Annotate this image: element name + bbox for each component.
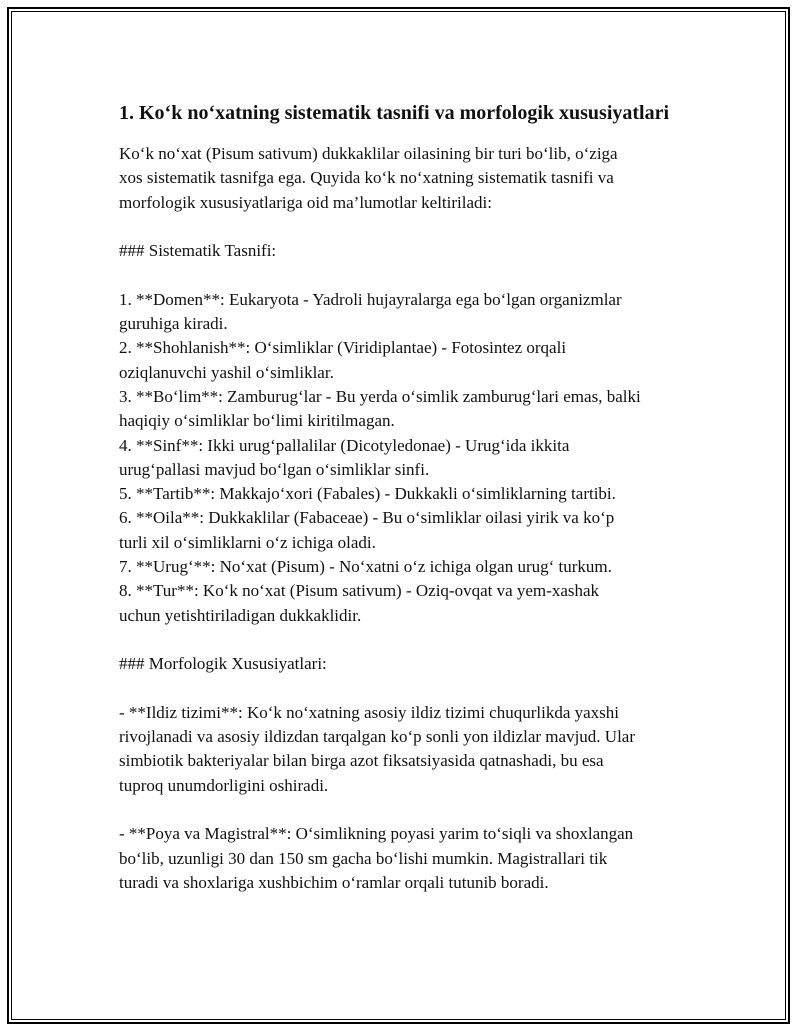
taxonomy-item-order: 5. **Tartib**: Makkajo‘xori (Fabales) - Dukkakli o‘simliklarning tartibi. bbox=[119, 484, 616, 504]
document-content bbox=[119, 99, 699, 895]
subsection-title-morphology: ### Morfologik Xususiyatlari: bbox=[119, 654, 327, 674]
morphology-item-root-system: - **Ildiz tizimi**: Ko‘k no‘xatning asosiy ildiz tizimi chuqurlikda yaxshi rivojlanadi va asosiy ildizdan tarqalgan ko‘p sonli yon ildizlar mavjud. Ular simbiotik bakteriyalar bilan birga azot fiksatsiyasida qatnashadi, bu esa tuproq unumdorligini oshiradi. bbox=[119, 702, 636, 795]
subsection-title-taxonomy: ### Sistematik Tasnifi: bbox=[119, 241, 277, 261]
section-heading: 1. Ko‘k no‘xatning sistematik tasnifi va morfologik xususiyatlari bbox=[119, 102, 670, 124]
spacer bbox=[119, 263, 699, 287]
spacer bbox=[119, 215, 699, 239]
taxonomy-item-domain: 1. **Domen**: Eukaryota - Yadroli hujayralarga ega bo‘lgan organizmlar guruhiga kiradi. bbox=[119, 289, 622, 334]
spacer bbox=[119, 628, 699, 652]
morphology-item-stem: - **Poya va Magistral**: O‘simlikning poyasi yarim to‘siqli va shoxlangan bo‘lib, uzunligi 30 dan 150 sm gacha bo‘lishi mumkin. Magistrallari tik turadi va shoxlariga xushbichim o‘ramlar orqali tutunib boradi. bbox=[119, 824, 634, 892]
taxonomy-item-genus: 7. **Urug‘**: No‘xat (Pisum) - No‘xatni o‘z ichiga olgan urug‘ turkum. bbox=[119, 557, 612, 577]
document-page bbox=[7, 7, 790, 1024]
spacer bbox=[119, 798, 699, 822]
taxonomy-item-division: 3. **Bo‘lim**: Zamburug‘lar - Bu yerda o‘simlik zamburug‘lari emas, balki haqiqiy o‘simliklar bo‘limi kiritilmagan. bbox=[119, 386, 641, 431]
taxonomy-item-kingdom: 2. **Shohlanish**: O‘simliklar (Viridiplantae) - Fotosintez orqali oziqlanuvchi yashil o‘simliklar. bbox=[119, 338, 567, 382]
spacer bbox=[119, 677, 699, 701]
taxonomy-item-species: 8. **Tur**: Ko‘k no‘xat (Pisum sativum) - Oziq-ovqat va yem-xashak uchun yetishtiriladigan dukkaklidir. bbox=[119, 581, 600, 625]
taxonomy-item-family: 6. **Oila**: Dukkaklilar (Fabaceae) - Bu o‘simliklar oilasi yirik va ko‘p turli xil o‘simliklarni o‘z ichiga oladi. bbox=[119, 508, 615, 552]
taxonomy-item-class: 4. **Sinf**: Ikki urug‘pallalilar (Dicotyledonae) - Urug‘ida ikkita urug‘pallasi mavjud bo‘lgan o‘simliklar sinfi. bbox=[119, 435, 570, 479]
intro-paragraph: Ko‘k no‘xat (Pisum sativum) dukkaklilar oilasining bir turi bo‘lib, o‘ziga xos sistematik tasnifga ega. Quyida ko‘k no‘xatning sistematik tasnifi va morfologik xususiyatlariga oid ma’lumotlar keltiriladi: bbox=[119, 144, 618, 212]
